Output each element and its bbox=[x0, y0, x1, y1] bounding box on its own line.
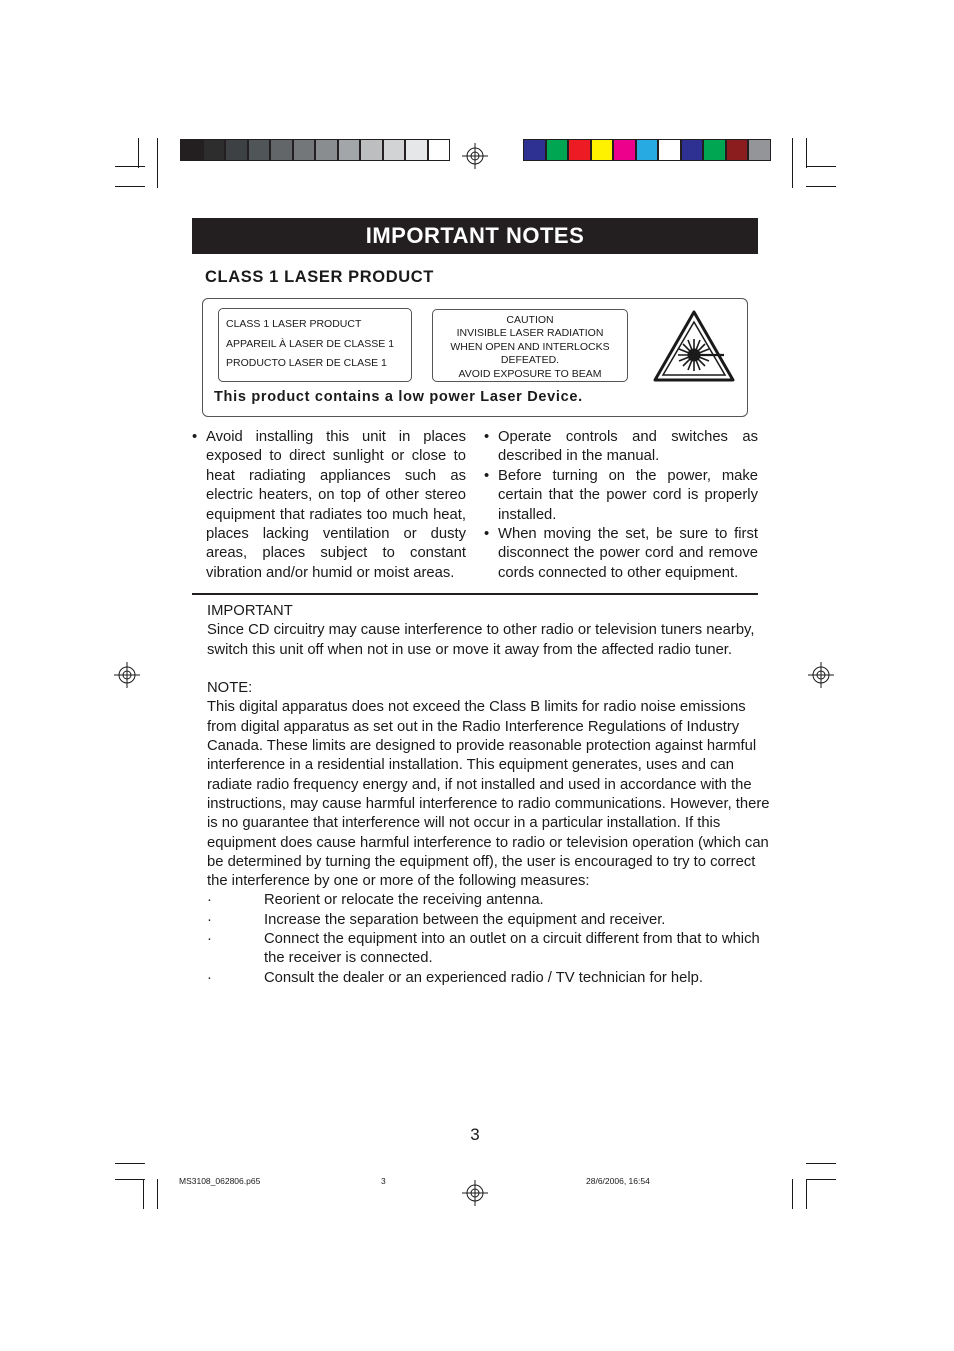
color-swatch bbox=[703, 139, 726, 161]
bullet: · bbox=[207, 892, 212, 909]
label-line: PRODUCTO LASER DE CLASE 1 bbox=[226, 357, 387, 369]
bullet: • bbox=[192, 429, 198, 445]
label-line: CLASS 1 LASER PRODUCT bbox=[226, 318, 362, 330]
color-swatch bbox=[546, 139, 569, 161]
caution-line: CAUTION bbox=[506, 314, 554, 326]
color-swatch bbox=[681, 139, 704, 161]
color-swatch bbox=[523, 139, 546, 161]
crop-mark bbox=[157, 138, 158, 188]
color-swatch bbox=[726, 139, 749, 161]
crop-mark bbox=[806, 1179, 807, 1209]
color-swatch bbox=[203, 139, 226, 161]
measure-text: Reorient or relocate the receiving antenna. bbox=[264, 892, 544, 909]
list-item bbox=[192, 428, 466, 583]
color-swatch bbox=[405, 139, 428, 161]
section-divider bbox=[192, 593, 758, 595]
color-swatch bbox=[383, 139, 406, 161]
list-item-text: Avoid installing this unit in places exposed to direct sunlight or close to heat radiating appliances such as electric heaters, on top of other stereo equipment that radiates too much heat, places lacking ventilation or dusty areas, places subject to constant vibration and/or humid or moist areas. bbox=[206, 429, 466, 581]
crop-mark bbox=[806, 166, 836, 167]
color-swatch bbox=[748, 139, 771, 161]
list-item bbox=[207, 891, 777, 910]
bullet: · bbox=[207, 969, 212, 986]
measure-text: Consult the dealer or an experienced radio / TV technician for help. bbox=[264, 969, 703, 986]
registration-mark-icon bbox=[808, 662, 834, 688]
laser-class-label bbox=[218, 308, 412, 382]
note-text: This digital apparatus does not exceed the Class B limits for radio noise emissions from digital apparatus as set out in the Radio Interference Regulations of Industry Canada. These limits are designed to provide reasonable protection against harmful interference in a residential installation. This equipment generates, uses and can radiate radio frequency energy and, if not installed and used in accordance with the instructions, may cause harmful interference to radio communications. However, there is no guarantee that interference will not occur in a particular installation. If this equipment does cause harmful interference to radio or television operation (which can be determined by turning the equipment off), the user is encouraged to try to correct the interference by one or more of the following measures: bbox=[207, 699, 770, 890]
registration-mark-icon bbox=[462, 143, 488, 169]
color-swatch bbox=[591, 139, 614, 161]
crop-mark bbox=[115, 1179, 145, 1180]
measure-text: Increase the separation between the equipment and receiver. bbox=[264, 911, 666, 928]
bullet: • bbox=[484, 429, 490, 445]
laser-warning-icon bbox=[652, 309, 736, 388]
process-color-bar bbox=[523, 139, 771, 161]
important-heading: IMPORTANT bbox=[207, 603, 293, 619]
registration-mark-icon bbox=[462, 1180, 488, 1206]
measure-text: Connect the equipment into an outlet on a circuit different from that to which the receiver is connected. bbox=[264, 931, 760, 967]
list-item bbox=[484, 428, 758, 467]
precautions-left-column bbox=[192, 428, 466, 583]
crop-mark bbox=[792, 138, 793, 188]
bullet: • bbox=[484, 467, 490, 484]
color-swatch bbox=[338, 139, 361, 161]
list-item bbox=[207, 930, 777, 969]
registration-mark-icon bbox=[114, 662, 140, 688]
caution-line: WHEN OPEN AND INTERLOCKS bbox=[450, 340, 610, 353]
color-swatch bbox=[613, 139, 636, 161]
label-line: APPAREIL À LASER DE CLASSE 1 bbox=[226, 337, 395, 350]
bullet: • bbox=[484, 526, 490, 543]
list-item bbox=[484, 467, 758, 525]
laser-device-note: This product contains a low power Laser Device. bbox=[214, 389, 583, 405]
crop-mark bbox=[143, 1179, 144, 1209]
color-swatch bbox=[568, 139, 591, 161]
list-item-text: Operate controls and switches as described in the manual. bbox=[498, 429, 758, 465]
color-swatch bbox=[180, 139, 203, 161]
color-swatch bbox=[658, 139, 681, 161]
color-swatch bbox=[315, 139, 338, 161]
crop-mark bbox=[138, 138, 139, 168]
crop-mark bbox=[806, 1179, 836, 1180]
color-swatch bbox=[360, 139, 383, 161]
crop-mark bbox=[792, 1179, 793, 1209]
note-heading: NOTE: bbox=[207, 680, 253, 697]
laser-heading: CLASS 1 LASER PRODUCT bbox=[205, 268, 434, 286]
color-swatch bbox=[636, 139, 659, 161]
page-number: 3 bbox=[470, 1125, 480, 1144]
color-swatch bbox=[293, 139, 316, 161]
notes-body bbox=[207, 602, 777, 988]
caution-line: DEFEATED. bbox=[500, 354, 560, 367]
color-swatch bbox=[248, 139, 271, 161]
color-swatch bbox=[428, 139, 451, 161]
crop-mark bbox=[157, 1179, 158, 1209]
laser-label-panel bbox=[202, 298, 748, 417]
list-item bbox=[484, 525, 758, 583]
footer-filename: MS3108_062806.p65 bbox=[179, 1176, 261, 1186]
footer-datetime: 28/6/2006, 16:54 bbox=[586, 1176, 650, 1186]
list-item-text: Before turning on the power, make certain that the power cord is properly installed. bbox=[498, 467, 758, 523]
important-text: Since CD circuitry may cause interference to other radio or television tuners nearby, switch this unit off when not in use or move it away from the affected radio tuner. bbox=[207, 622, 755, 658]
crop-mark bbox=[806, 1163, 836, 1164]
list-item bbox=[207, 969, 777, 988]
caution-line: INVISIBLE LASER RADIATION bbox=[456, 327, 604, 340]
bullet: · bbox=[207, 931, 212, 948]
list-item bbox=[207, 911, 777, 930]
color-swatch bbox=[270, 139, 293, 161]
crop-mark bbox=[115, 166, 145, 167]
list-item-text: When moving the set, be sure to first disconnect the power cord and remove cords connected to other equipment. bbox=[498, 526, 758, 581]
caution-line: AVOID EXPOSURE TO BEAM bbox=[458, 367, 602, 380]
crop-mark bbox=[115, 186, 145, 187]
color-swatch bbox=[225, 139, 248, 161]
crop-mark bbox=[115, 1163, 145, 1164]
gray-color-bar bbox=[180, 139, 450, 161]
footer-page: 3 bbox=[381, 1176, 386, 1186]
crop-mark bbox=[806, 186, 836, 187]
precautions-right-column bbox=[484, 428, 758, 583]
crop-mark bbox=[806, 138, 807, 168]
caution-label bbox=[432, 309, 628, 382]
bullet: · bbox=[207, 911, 212, 928]
page-title: IMPORTANT NOTES bbox=[192, 218, 758, 254]
